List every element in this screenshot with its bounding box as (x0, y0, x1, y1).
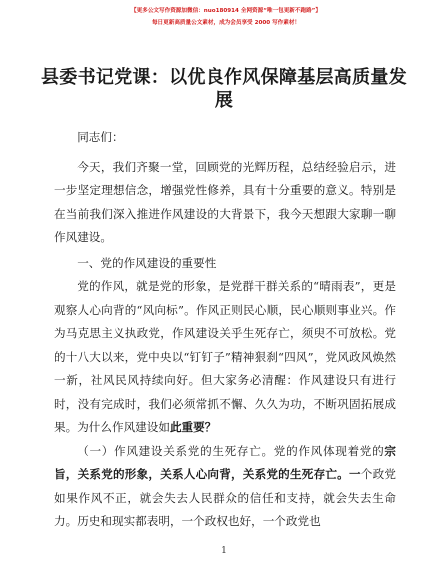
promo-banner (96, 5, 356, 29)
subsection-1-bold: 宗旨，关系党的形象，关系人心向背，关系党的生死存亡。一 (54, 443, 396, 481)
page-number: 1 (221, 546, 227, 556)
paragraph-importance (54, 275, 396, 440)
document-title: 县委书记党课：以优良作风保障基层高质量发展 (41, 67, 407, 111)
promo-banner-line-1: 【更多公文写作资源加微信：nuo180914 全网资源“唯一包更新不跑路”】 (131, 8, 321, 14)
paragraph-subsection-1 (54, 440, 396, 534)
paragraph-importance-bold: 此重要？ (169, 420, 217, 434)
section-heading-1: 一、党的作风建设的重要性 (77, 255, 217, 270)
promo-banner-line-2: 每日更新高质量公文素材，成为会员享受 2000 写作素材！ (151, 20, 301, 26)
paragraph-importance-text: 党的作风，就是党的形象，是党群干群关系的“晴雨表”，更是观察人心向背的“风向标”。作风正则民心顺，民心顺则事业兴。作为马克思主义执政党，作风建设关乎生死存亡，须臾不可放松。党的十八大以来，党中央以“钉钉子”精神狠刹“四风”，党风政风焕然一新，社风民风持续向好。但大家务必清醒：作风建设只有进行时，没有完成时，我们必须常抓不懈、久久为功，不断巩固拓展成果。为什么作风建设如 (54, 279, 396, 434)
document-body (54, 126, 396, 534)
subsection-1-lead: （一）作风建设关系党的生死存亡。党的作风体现着党的 (77, 443, 385, 458)
subsection-1-rest: 个政党如果作风不正，就会失去人民群众的信任和支持，就会失去生命力。历史和现实都表明，一个政权也好，一个政党也 (54, 467, 396, 528)
intro-paragraph: 今天，我们齐聚一堂，回顾党的光辉历程，总结经验启示，进一步坚定理想信念，增强党性修养，具有十分重要的意义。特别是在当前我们深入推进作风建设的大背景下，我今天想跟大家聊一聊作风建设。 (54, 159, 396, 244)
salutation: 同志们： (77, 130, 124, 144)
